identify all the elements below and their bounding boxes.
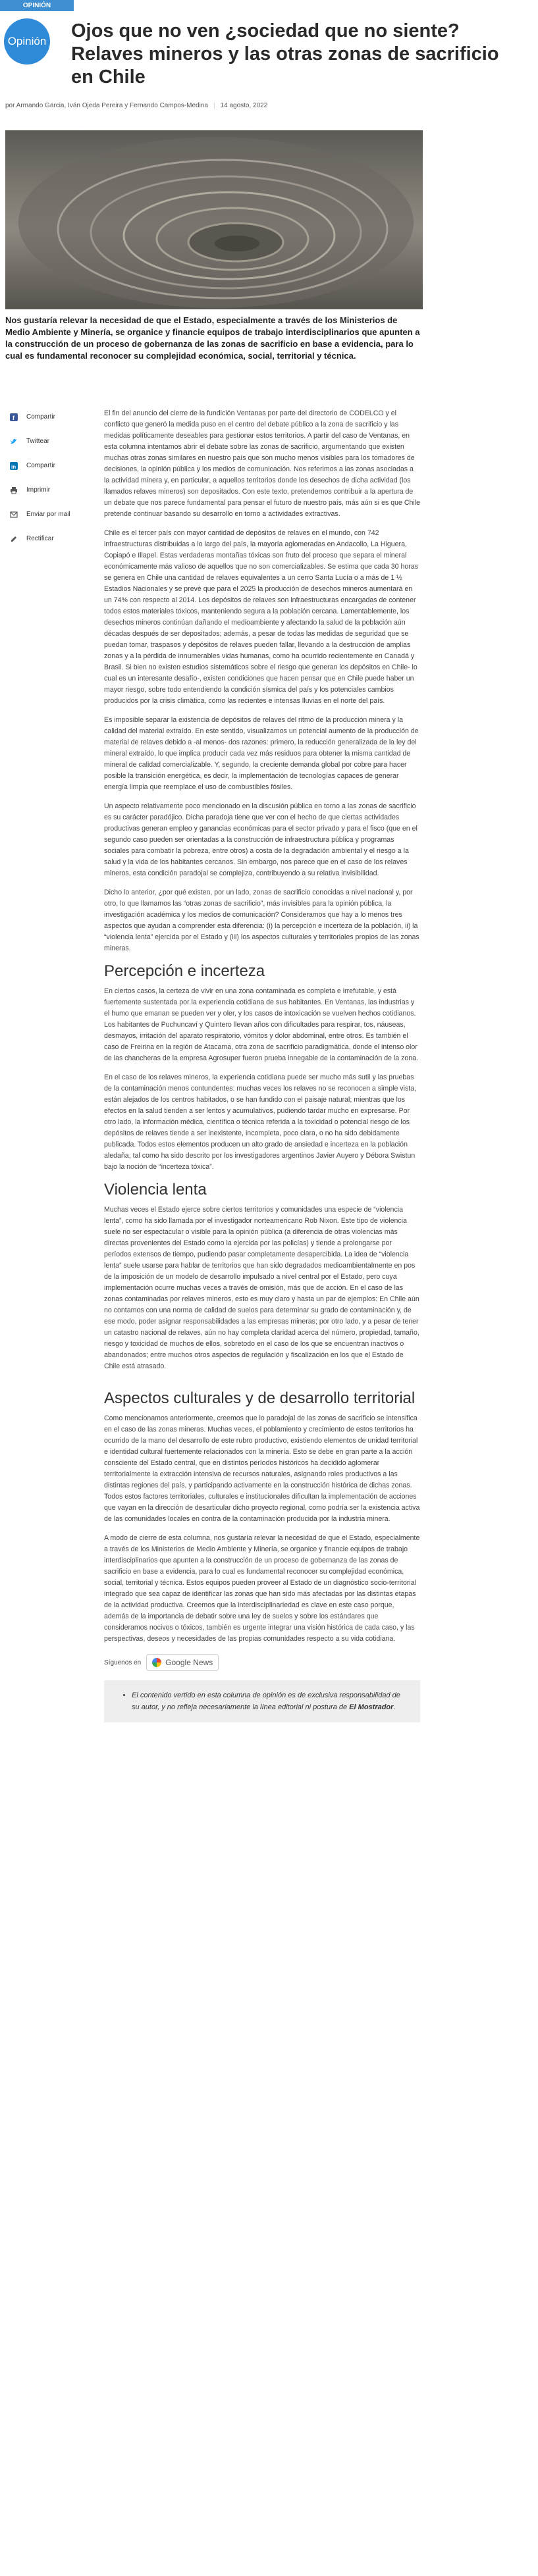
share-label: Rectificar bbox=[26, 535, 54, 542]
linkedin-icon bbox=[8, 460, 20, 472]
print-button[interactable] bbox=[8, 478, 80, 502]
body-paragraph: Como mencionamos anteriormente, creemos que lo paradojal de las zonas de sacrificio se intensifica en el caso de las zonas mineras. Muchas veces, el poblamiento y crecimiento de estos territorios ha ocurrido de la mano del desarrollo de este rubro productivo, existiendo elementos de unidad territorial e identidad cultural fuertemente relacionados con la minería. Esto se debe en gran parte a la acción consciente del Estado central, que en distintos períodos históricos ha decidido aglomerar territorialmente la extracción intensiva de recursos naturales, asignando roles productivos a las distintas regiones del país, y participando activamente en la construcción histórica de dichas zonas. Todos estos factores territoriales, culturales e institucionales dificultan la implementación de acciones que vayan en la dirección de desarticular dicho proyecto regional, como podría ser la existencia activa de las comunidades locales en contra de la contaminación producida por la industria minera. bbox=[104, 1414, 420, 1523]
disclaimer-text: • El contenido vertido en esta columna de opinión es de exclusiva responsabilidad de su autor, y no refleja necesariamente la línea editorial ni postura de El Mostrador. bbox=[132, 1689, 408, 1713]
svg-text:f: f bbox=[13, 414, 14, 421]
google-news-icon bbox=[152, 1658, 161, 1667]
share-label: Compartir bbox=[26, 462, 55, 469]
hero-image bbox=[5, 130, 423, 309]
share-label: Imprimir bbox=[26, 486, 51, 494]
body-paragraph: Dicho lo anterior, ¿por qué existen, por un lado, zonas de sacrificio conocidas a nivel nacional y, por otro, lo que llamamos las “otras zonas de sacrificio”, más invisibles para la opinión pública, la investigación académica y los medios de comunicación? Consideramos que hay a lo menos tres aspectos que ayudan a comprender esta diferencia: (i) la percepción e incerteza de la población, ii) la “violencia lenta” ejercida por el Estado y (iii) los aspectos culturales y territoriales propios de las zonas mineras. bbox=[104, 889, 419, 952]
body-paragraph: A modo de cierre de esta columna, nos gustaría relevar la necesidad de que el Estado, especialmente a través de los Ministerios de Medio Ambiente y Minería, se organice y financie equipos de trabajo interdisciplinarios que apunten a la construcción de un proceso de gobernanza de las zonas de sacrificio en base a evidencia, para lo cual es fundamental reconocer su complejidad económica, social, territorial y técnica. Estos equipos pueden proveer al Estado de un diagnóstico socio-territorial integrado que sea capaz de identificar las zonas que han sido más afectadas por las distintas etapas de la actividad productiva. Creemos que la interdisciplinariedad es clave en este caso porque, además de la importancia de debatir sobre una ley de suelos y sobre los estándares que consideramos nocivos o tóxicos, también es urgente integrar una visión histórica de cada caso, y las perspectivas, deseos y necesidades de las propias comunidades respecto a su vida cotidiana. bbox=[104, 1534, 420, 1643]
share-label: Compartir bbox=[26, 413, 55, 421]
share-bar bbox=[8, 405, 80, 551]
body-paragraph: En ciertos casos, la certeza de vivir en una zona contaminada es completa e irrefutable, y está fuertemente sustentada por la experiencia cotidiana de sus habitantes. En Ventanas, las industrias y el humo que emanan se pueden ver y oler, y los casos de intoxicación se vuelven hechos cotidianos. Los habitantes de Puchuncaví y Quintero llevan años con dificultades para respirar, tos, náuseas, desmayos, irritación del aparato respiratorio, vómitos y dolor abdominal, entre otros. Es también el caso de Freirina en la región de Atacama, otra zona de sacrificio paradigmática, donde el intenso olor de las chancheras de la empresa Agrosuper fueron prueba innegable de la contaminación de la zona. bbox=[104, 987, 419, 1062]
share-label: Twittear bbox=[26, 438, 50, 445]
facebook-icon bbox=[8, 411, 20, 423]
google-news-follow bbox=[104, 1654, 420, 1671]
body-paragraph: El fin del anuncio del cierre de la fundición Ventanas por parte del directorio de CODELCO y el conflicto que generó la medida puso en el centro del debate público a la zona de sacrificio y las medidas políticamente deseables para gestionar estos territorios. A partir del caso de Ventanas, en esta columna intentamos abrir el debate sobre las zonas de sacrificio, argumentando que existen muchas otras zonas similares en nuestro país que son mucho menos visibles para los tomadores de decisiones, la opinión pública y los medios de comunicación. Nos referimos a las zonas asociadas a la actividad minera y, en particular, a aquellos territorios donde los desechos de dicha actividad (los llamados relaves mineros) son depositados. Con este texto, pretendemos contribuir a la apertura de un debate que nos parece fundamental para pensar el futuro de nuestro país, más aún si es que Chile pretende continuar basando su desarrollo en torno a actividades extractivas. bbox=[104, 409, 420, 518]
article-body bbox=[104, 408, 420, 1722]
share-label: Enviar por mail bbox=[26, 511, 70, 518]
rectify-button[interactable] bbox=[8, 527, 80, 551]
section-heading: Aspectos culturales y de desarrollo territorial bbox=[104, 1389, 416, 1407]
email-button[interactable] bbox=[8, 502, 80, 527]
disclaimer-box bbox=[104, 1680, 420, 1722]
opinion-logo[interactable]: Opinión bbox=[4, 18, 50, 64]
authors[interactable]: por Armando Garcia, Iván Ojeda Pereira y Fernando Campos-Medina bbox=[5, 102, 208, 109]
google-news-button[interactable] bbox=[146, 1654, 219, 1671]
share-twitter[interactable] bbox=[8, 429, 80, 453]
mail-icon bbox=[8, 509, 20, 521]
page-title: Ojos que no ven ¿sociedad que no siente? Relaves mineros y las otras zonas de sacrificio en Chile bbox=[71, 20, 499, 88]
body-paragraph: Chile es el tercer país con mayor cantidad de depósitos de relaves en el mundo, con 742 infraestructuras distribuidas a lo largo del país, la mayoría aglomeradas en Andacollo, La Higuera, Copiapó e Illapel. Estas verdaderas montañas tóxicas son fruto del proceso que separa el mineral económicamente más valioso de aquellos que no son comercializables. Se estima que cada 30 horas se genera en Chile una cantidad de relaves equivalentes a un cerro Santa Lucía o a más de 1 ½ Estadios Nacionales y se prevé que para el 2025 la producción de desechos mineros aumentará en un 74% con respecto al 2014. Los depósitos de relaves son infraestructuras encargadas de contener todos estos materiales tóxicos, manteniendo segura a la población cercana. Lamentablemente, los desechos mineros continúan dañando el medioambiente y afectando la salud de la población aún décadas después de ser depositados; además, a pesar de todas las medidas de seguridad que se puedan tomar, traspasos y depósitos de relaves pueden fallar, llevando a la destrucción de amplias zonas y a la pérdida de innumerables vidas humanas, como ha ocurrido recientemente en Canadá y Brasil. Si bien no existen estudios sistemáticos sobre el riesgo que generan los depósitos en Chile- lo cual es un interesante desafío-, existen condiciones que hacen pensar que en Chile puede haber un mayor riesgo, sobre todo entendiendo la condición sísmica del país y los potenciales cambios producidos por la crisis climática, como las recientes e intensas lluvias en el norte del país. bbox=[104, 529, 418, 705]
body-paragraph: Muchas veces el Estado ejerce sobre ciertos territorios y comunidades una especie de “violencia lenta”, como ha sido llamada por el investigador norteamericano Rob Nixon. Este tipo de violencia suele no ser espectacular o visible para la opinión pública (a diferencia de otras violencias más directas provenientes del Estado como la ejercida por las policías) y tiende a prolongarse por períodos extensos de tiempo, pudiendo pasar completamente desapercibida. La idea de “violencia lenta” suele usarse para hablar de territorios que han sido degradados medioambientalmente en pos de la imposición de un modelo de desarrollo impulsado a nivel central por el Estado, pero cuya implementación ocurre muchas veces a través de omisión, más que de acción. En el caso de las zonas contaminadas por relaves mineros, esto es muy claro y hasta un par de ejemplos: En Chile aún no contamos con una norma de calidad de suelos para determinar su grado de contaminación y, de ese modo, poder asignar responsabilidades a las empresas mineras; por otro lado, y a pesar de tener un catastro nacional de relaves, aún no hay completa claridad acerca del número, propiedad, tamaño, riesgo y toxicidad de muchos de ellos, sobretodo en el caso de los que se encuentran inactivos o abandonados; entre muchos otros aspectos de regulación y fiscalización en los que el Estado de Chile está atrasado. bbox=[104, 1206, 419, 1370]
edit-icon bbox=[8, 533, 20, 545]
publish-date: 14 agosto, 2022 bbox=[220, 102, 268, 109]
section-tag[interactable]: OPINIÓN bbox=[0, 0, 74, 11]
section-heading: Percepción e incerteza bbox=[104, 962, 265, 980]
share-facebook[interactable] bbox=[8, 405, 80, 429]
body-paragraph: En el caso de los relaves mineros, la experiencia cotidiana puede ser mucho más sutil y las pruebas de la contaminación menos contundentes: muchas veces los relaves no se reconocen a simple vista, están alejados de los centros habitados, o se han fundido con el paisaje natural; mientras que los efectos en la salud tienden a ser lentos y acumulativos, pudiendo tardar mucho en expresarse. Por otro lado, la información médica, científica o técnica referida a la toxicidad o potencial riesgo de los depósitos de relaves tiende a ser inexistente, incompleta, poco clara, o no ha sido debidamente publicada. Todos estos elementos producen un alto grado de ansiedad e incerteza en la población aledaña, tal como ha sido descrito por los investigadores argentinos Javier Auyero y Débora Swistun bajo la noción de “incerteza tóxica”. bbox=[104, 1073, 417, 1171]
lead-paragraph: Nos gustaría relevar la necesidad de que el Estado, especialmente a través de los Ministerios de Medio Ambiente y Minería, se organice y financie equipos de trabajo interdisciplinarios que apunten a la construcción de un proceso de gobernanza de las zonas de sacrificio en base a evidencia, para lo cual es fundamental reconocer su complejidad económica, social, territorial y técnica. bbox=[5, 315, 420, 361]
section-heading: Violencia lenta bbox=[104, 1181, 207, 1198]
byline: por Armando Garcia, Iván Ojeda Pereira y Fernando Campos-Medina | 14 agosto, 2022 bbox=[5, 102, 268, 109]
share-linkedin[interactable] bbox=[8, 453, 80, 478]
google-news-label: Google News bbox=[165, 1658, 213, 1667]
print-icon bbox=[8, 484, 20, 496]
svg-text:in: in bbox=[11, 463, 16, 470]
body-paragraph: Es imposible separar la existencia de depósitos de relaves del ritmo de la producción minera y la calidad del material extraído. En este sentido, visualizamos un potencial aumento de la producción de material de relaves debido a -al menos- dos razones: primero, la reducción generalizada de la ley del mineral extraído, lo que implica producir cada vez más residuos para obtener la misma cantidad de mineral de calidad comercializable. Y, segundo, la creciente demanda global por cobre para hacer posible la transición energética, es decir, la implementación de tecnologías capaces de generar energía limpia que reemplace el uso de combustibles fósiles. bbox=[104, 716, 419, 791]
body-paragraph: Un aspecto relativamente poco mencionado en la discusión pública en torno a las zonas de sacrificio es su carácter paradójico. Dicha paradoja tiene que ver con el hecho de que ciertas actividades productivas generan empleo y ganancias económicas para el sector privado y para el fisco (que en el segundo caso pueden ser orientadas a la construcción de infraestructura pública y programas sociales para combatir la pobreza, entre otros) a costa de la degradación ambiental y el riesgo a la salud y la vida de los habitantes cercanos. Sin embargo, nos parece que en el caso de los relaves mineros, esta condición paradojal se complejiza, contribuyendo a su relativa invisibilidad. bbox=[104, 802, 417, 877]
twitter-icon bbox=[8, 436, 20, 448]
publication-name: El Mostrador bbox=[349, 1703, 394, 1711]
mine-pit-illustration bbox=[5, 130, 423, 309]
follow-label: Síguenos en bbox=[104, 1659, 142, 1666]
